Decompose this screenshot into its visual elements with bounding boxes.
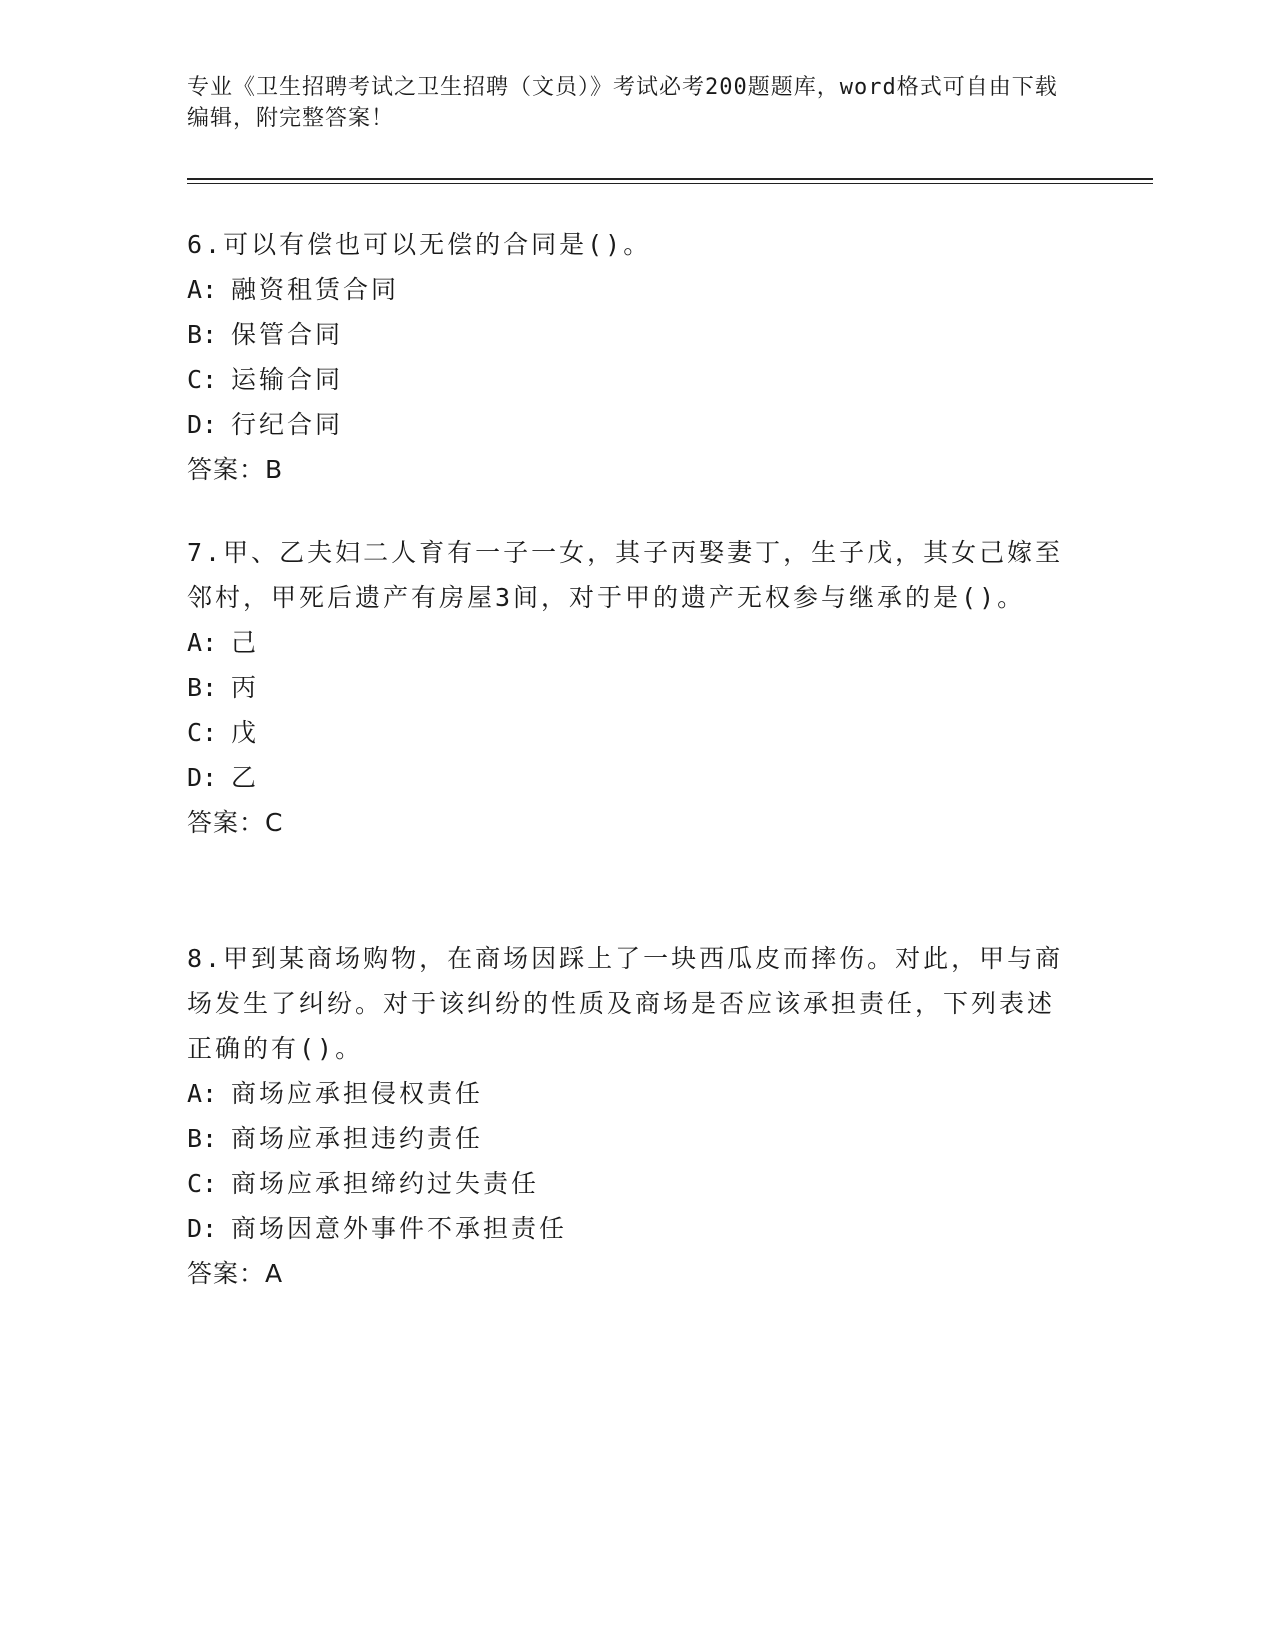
document-header: 专业《卫生招聘考试之卫生招聘（文员）》考试必考200题题库，word格式可自由下载编辑，附完整答案！ xyxy=(187,75,1058,131)
option-text: 己 xyxy=(231,628,260,657)
option-key: B: xyxy=(187,320,218,349)
option-text: 丙 xyxy=(231,673,260,702)
option-c xyxy=(187,710,1067,755)
option-key: A: xyxy=(187,1079,218,1108)
question-stem: 7.甲、乙夫妇二人育有一子一女，其子丙娶妻丁，生子戊，其女己嫁至邻村，甲死后遗产有房屋3间，对于甲的遗产无权参与继承的是()。 xyxy=(187,538,1064,612)
question-6 xyxy=(187,222,1067,492)
header-divider xyxy=(187,178,1153,184)
option-text: 保管合同 xyxy=(231,320,344,349)
option-text: 戊 xyxy=(231,718,260,747)
question-8 xyxy=(187,936,1067,1296)
option-key: A: xyxy=(187,628,218,657)
option-key: B: xyxy=(187,673,218,702)
option-text: 乙 xyxy=(231,763,260,792)
option-key: C: xyxy=(187,365,218,394)
answer: 答案：A xyxy=(187,1259,284,1288)
option-text: 融资租赁合同 xyxy=(231,275,400,304)
option-d xyxy=(187,755,1067,800)
option-key: C: xyxy=(187,1169,218,1198)
option-key: C: xyxy=(187,718,218,747)
option-c xyxy=(187,357,1067,402)
option-text: 行纪合同 xyxy=(231,410,344,439)
option-d xyxy=(187,1206,1067,1251)
option-a xyxy=(187,620,1067,665)
option-text: 商场因意外事件不承担责任 xyxy=(231,1214,568,1243)
option-text: 商场应承担侵权责任 xyxy=(231,1079,484,1108)
option-key: A: xyxy=(187,275,218,304)
option-b xyxy=(187,312,1067,357)
option-key: D: xyxy=(187,410,218,439)
option-key: D: xyxy=(187,1214,218,1243)
answer: 答案：C xyxy=(187,808,284,837)
question-stem: 6.可以有偿也可以无偿的合同是()。 xyxy=(187,230,652,259)
option-a xyxy=(187,1071,1067,1116)
option-text: 商场应承担缔约过失责任 xyxy=(231,1169,540,1198)
option-key: D: xyxy=(187,763,218,792)
option-text: 商场应承担违约责任 xyxy=(231,1124,484,1153)
option-c xyxy=(187,1161,1067,1206)
question-7 xyxy=(187,530,1067,845)
option-b xyxy=(187,1116,1067,1161)
answer: 答案：B xyxy=(187,455,284,484)
option-b xyxy=(187,665,1067,710)
option-text: 运输合同 xyxy=(231,365,344,394)
question-stem: 8.甲到某商场购物，在商场因踩上了一块西瓜皮而摔伤。对此，甲与商场发生了纠纷。对于该纠纷的性质及商场是否应该承担责任，下列表述正确的有()。 xyxy=(187,944,1064,1063)
option-d xyxy=(187,402,1067,447)
option-key: B: xyxy=(187,1124,218,1153)
option-a xyxy=(187,267,1067,312)
